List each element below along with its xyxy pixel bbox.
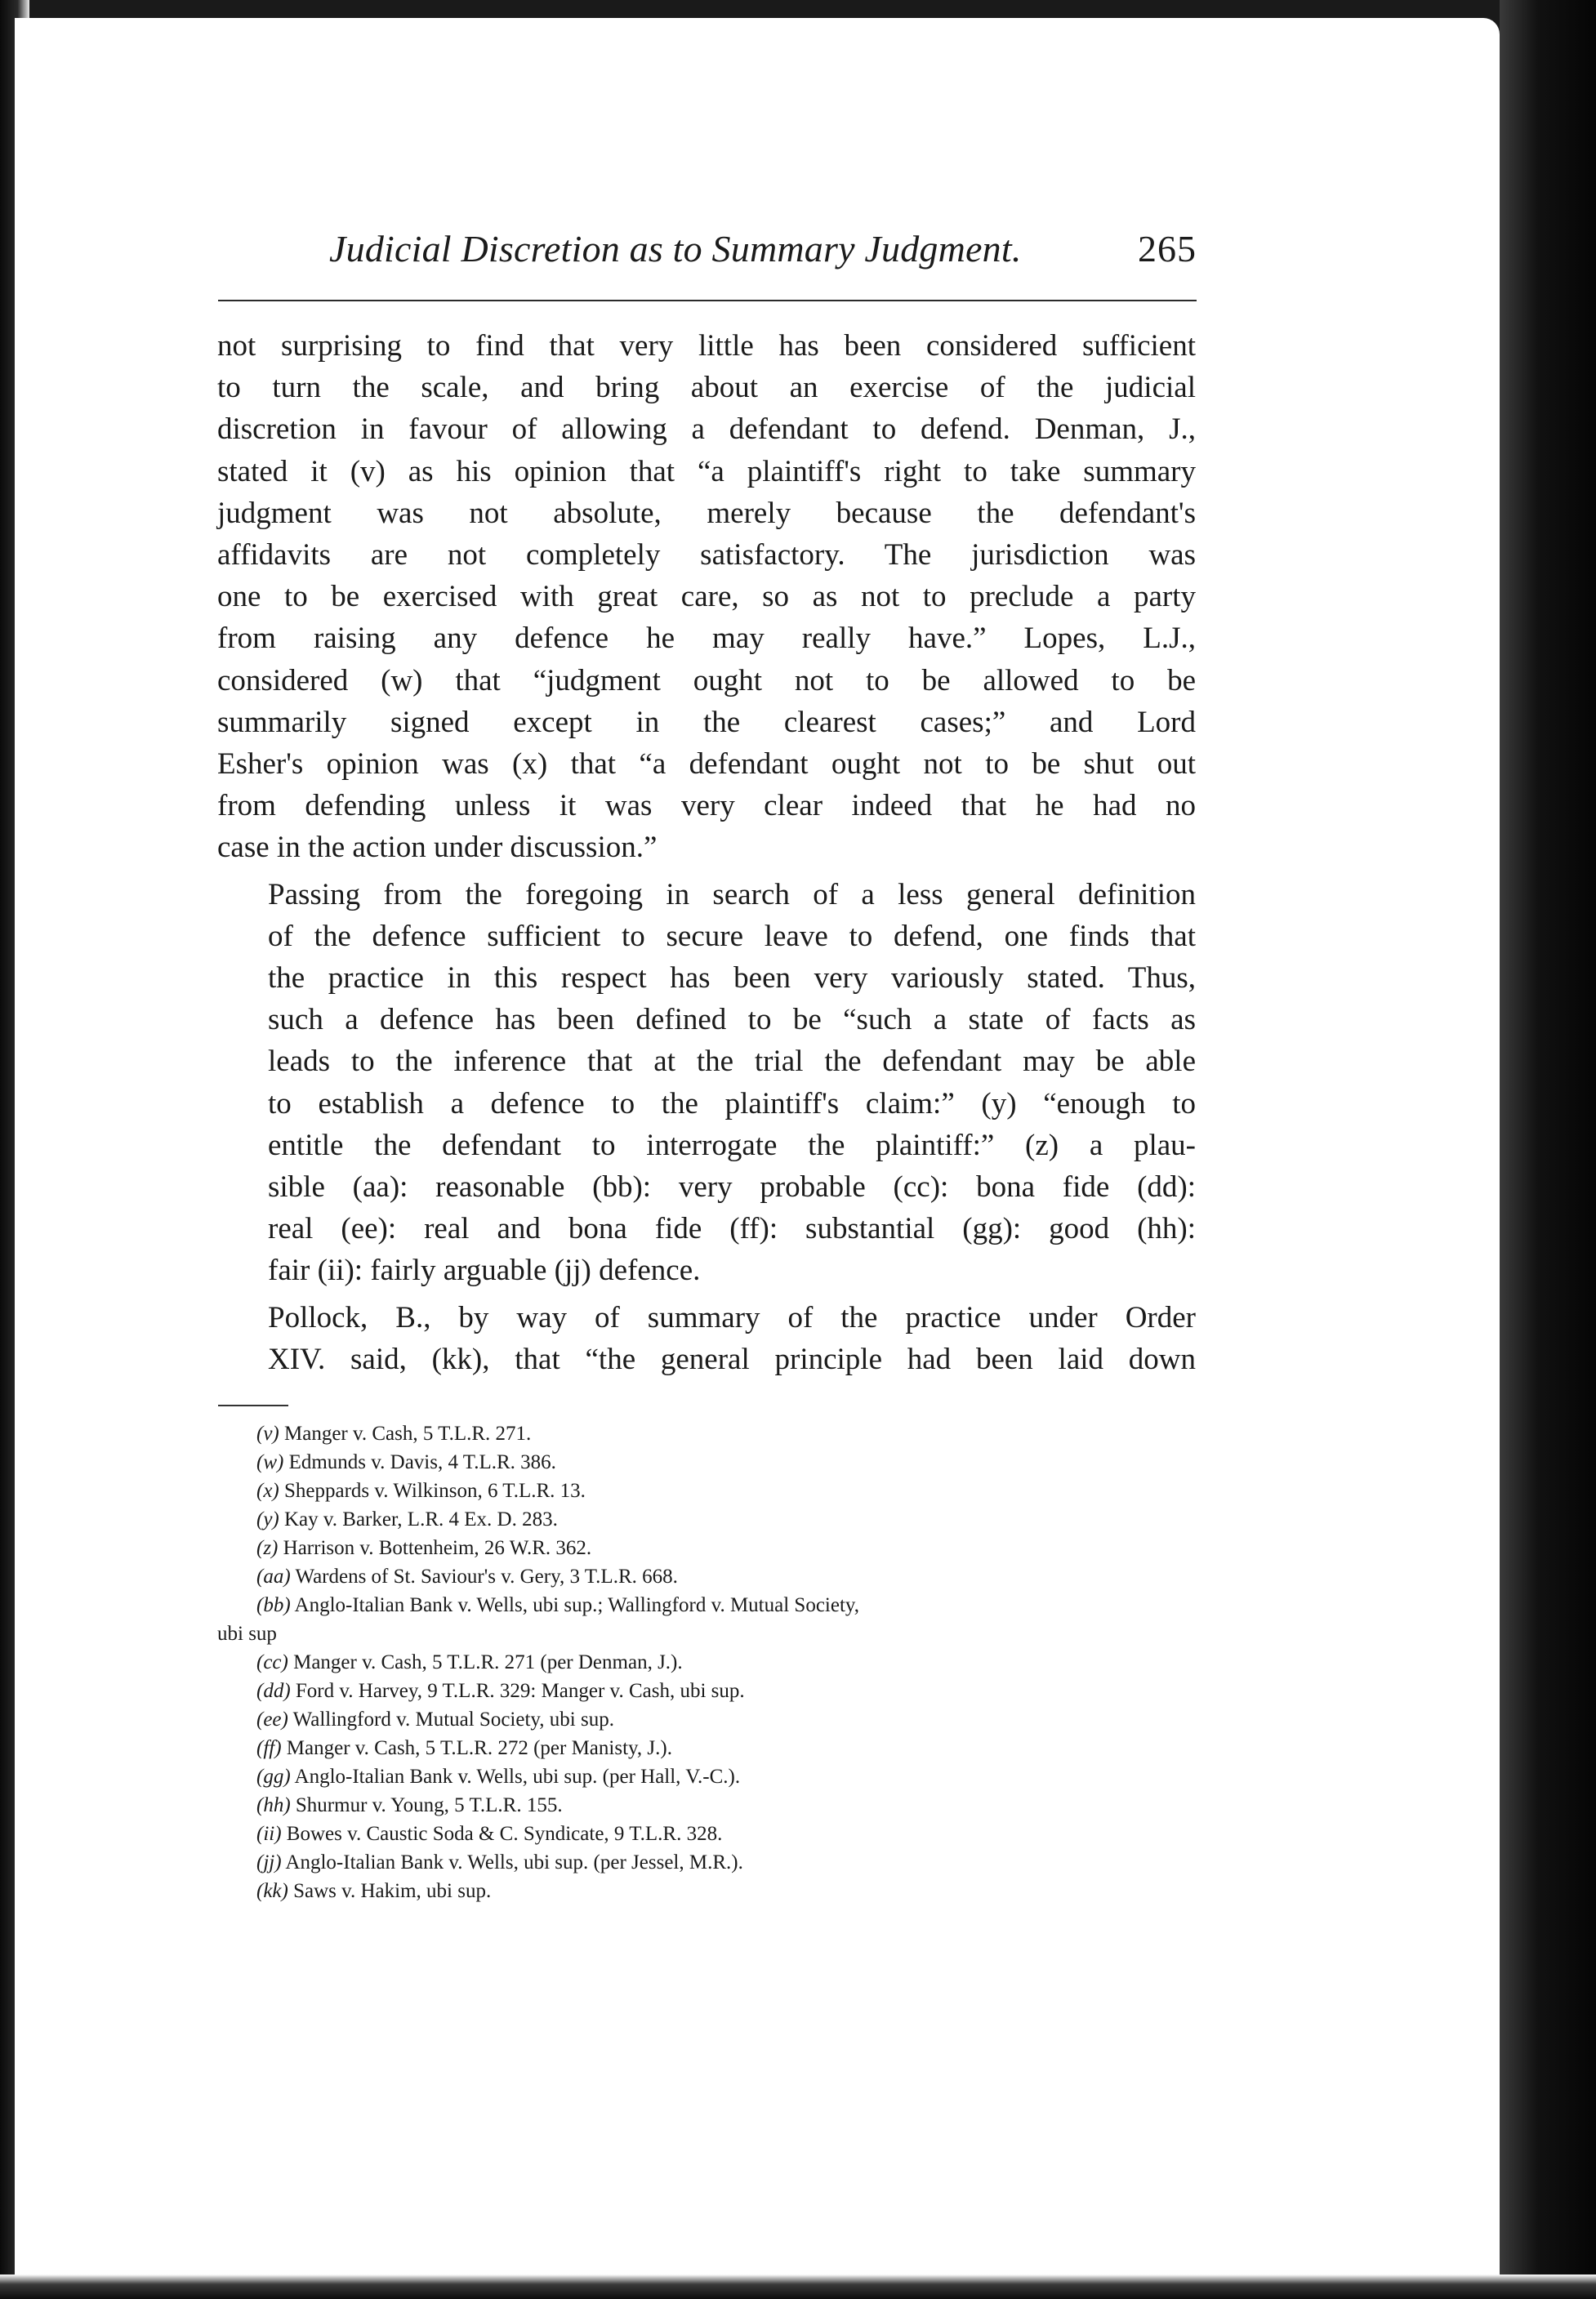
text-line: real (ee): real and bona fide (ff): substantial (gg): good (hh): — [268, 1212, 1196, 1246]
text-line: Passing from the foregoing in search of a less general definition — [268, 877, 1196, 911]
text-line: from defending unless it was very clear indeed that he had no — [217, 789, 1196, 823]
text-line: leads to the inference that at the trial the defendant may be able — [268, 1045, 1196, 1079]
text-line: fair (ii): fairly arguable (jj) defence. — [268, 1254, 701, 1288]
running-head — [216, 227, 1197, 278]
footnote-text: Ford v. Harvey, 9 T.L.R. 329: Manger v. Cash, ubi sup. — [295, 1680, 745, 1702]
footnote-text: Edmunds v. Davis, 4 T.L.R. 386. — [288, 1451, 556, 1473]
text-line: from raising any defence he may really have.” Lopes, L.J., — [217, 622, 1196, 656]
text-line: entitle the defendant to interrogate the plaintiff:” (z) a plau- — [268, 1128, 1196, 1162]
footnote — [217, 1705, 1197, 1734]
footnote-mark: (y) — [256, 1508, 279, 1530]
paragraph — [217, 1297, 1196, 1380]
footnote-mark: (ff) — [256, 1737, 282, 1759]
text-line: considered (w) that “judgment ought not to be allowed to be — [217, 663, 1196, 697]
footnote-mark: (gg) — [256, 1766, 291, 1788]
footnote-mark: (w) — [256, 1451, 284, 1473]
footnote-text: Shurmur v. Young, 5 T.L.R. 155. — [295, 1794, 563, 1816]
footnote — [217, 1620, 1197, 1648]
text-line: judgment was not absolute, merely because the defendant's — [217, 496, 1196, 530]
footnote-text: Wallingford v. Mutual Society, ubi sup. — [292, 1709, 614, 1731]
footnote-text: Anglo-Italian Bank v. Wells, ubi sup. (per Jessel, M.R.). — [285, 1851, 743, 1874]
footnote-mark: (dd) — [256, 1680, 291, 1702]
text-line: sible (aa): reasonable (bb): very probable (cc): bona fide (dd): — [268, 1170, 1196, 1205]
footnote — [217, 1820, 1197, 1848]
footnote-mark: (z) — [256, 1537, 279, 1559]
footnote — [217, 1791, 1197, 1820]
text-line: to establish a defence to the plaintiff's claim:” (y) “enough to — [268, 1086, 1196, 1121]
footnote-text: Harrison v. Bottenheim, 26 W.R. 362. — [283, 1537, 592, 1559]
footnote-rule — [218, 1405, 288, 1406]
text-line: of the defence sufficient to secure leave to defend, one finds that — [268, 919, 1196, 953]
text-line: one to be exercised with great care, so as not to preclude a party — [217, 580, 1196, 614]
footnote-text: Sheppards v. Wilkinson, 6 T.L.R. 13. — [284, 1480, 586, 1502]
text-line: summarily signed except in the clearest cases;” and Lord — [217, 705, 1196, 739]
footnote-text: ubi sup — [217, 1623, 277, 1645]
footnote — [217, 1419, 1197, 1448]
footnote-text: Bowes v. Caustic Soda & C. Syndicate, 9 T.L.R. 328. — [286, 1823, 723, 1845]
footnote-mark: (bb) — [256, 1594, 291, 1616]
text-line: stated it (v) as his opinion that “a plaintiff's right to take summary — [217, 454, 1196, 488]
paragraph — [217, 325, 1196, 869]
footnote — [217, 1562, 1197, 1591]
page-edge-shadow — [1500, 0, 1596, 2299]
footnote-text: Manger v. Cash, 5 T.L.R. 271 (per Denman, J.). — [293, 1651, 683, 1673]
body-text — [217, 325, 1196, 1385]
footnote-text: Anglo-Italian Bank v. Wells, ubi sup. (per Hall, V.-C.). — [294, 1766, 741, 1788]
running-title: Judicial Discretion as to Summary Judgment. — [329, 228, 1022, 270]
paragraph — [217, 874, 1196, 1292]
footnote — [217, 1591, 1197, 1620]
text-line: case in the action under discussion.” — [217, 831, 658, 865]
text-line: affidavits are not completely satisfactory. The jurisdiction was — [217, 538, 1196, 573]
page-number: 265 — [1138, 228, 1197, 270]
text-line: discretion in favour of allowing a defendant to defend. Denman, J., — [217, 412, 1196, 447]
footnote-text: Wardens of St. Saviour's v. Gery, 3 T.L.R. 668. — [295, 1566, 678, 1588]
footnote-text: Kay v. Barker, L.R. 4 Ex. D. 283. — [284, 1508, 558, 1530]
footnote — [217, 1677, 1197, 1705]
header-rule — [218, 300, 1197, 301]
footnote — [217, 1505, 1197, 1534]
bottom-edge-shadow — [0, 2274, 1596, 2299]
footnote — [217, 1877, 1197, 1905]
text-line: not surprising to find that very little has been considered sufficient — [217, 329, 1196, 363]
footnote — [217, 1448, 1197, 1477]
footnote-mark: (jj) — [256, 1851, 282, 1874]
text-line: Pollock, B., by way of summary of the practice under Order — [268, 1300, 1196, 1334]
text-line: to turn the scale, and bring about an exercise of the judicial — [217, 371, 1196, 405]
text-line: the practice in this respect has been very variously stated. Thus, — [268, 961, 1196, 996]
text-line: such a defence has been defined to be “such a state of facts as — [268, 1003, 1196, 1037]
footnote-mark: (ii) — [256, 1823, 282, 1845]
footnote-text: Anglo-Italian Bank v. Wells, ubi sup.; Wallingford v. Mutual Society, — [294, 1594, 860, 1616]
footnote-text: Manger v. Cash, 5 T.L.R. 271. — [284, 1423, 532, 1445]
footnote — [217, 1734, 1197, 1762]
footnote — [217, 1648, 1197, 1677]
footnote — [217, 1477, 1197, 1505]
footnote — [217, 1848, 1197, 1877]
footnote-mark: (cc) — [256, 1651, 288, 1673]
footnote-mark: (ee) — [256, 1709, 288, 1731]
text-line: Esher's opinion was (x) that “a defendant ought not to be shut out — [217, 747, 1196, 782]
footnote-mark: (v) — [256, 1423, 279, 1445]
footnote-mark: (hh) — [256, 1794, 291, 1816]
footnote-text: Saws v. Hakim, ubi sup. — [293, 1880, 492, 1902]
footnote-mark: (aa) — [256, 1566, 291, 1588]
footnote — [217, 1762, 1197, 1791]
footnote-mark: (x) — [256, 1480, 279, 1502]
footnotes — [217, 1419, 1197, 1905]
text-line: XIV. said, (kk), that “the general principle had been laid down — [268, 1342, 1196, 1376]
footnote — [217, 1534, 1197, 1562]
footnote-mark: (kk) — [256, 1880, 288, 1902]
footnote-text: Manger v. Cash, 5 T.L.R. 272 (per Manisty, J.). — [286, 1737, 672, 1759]
